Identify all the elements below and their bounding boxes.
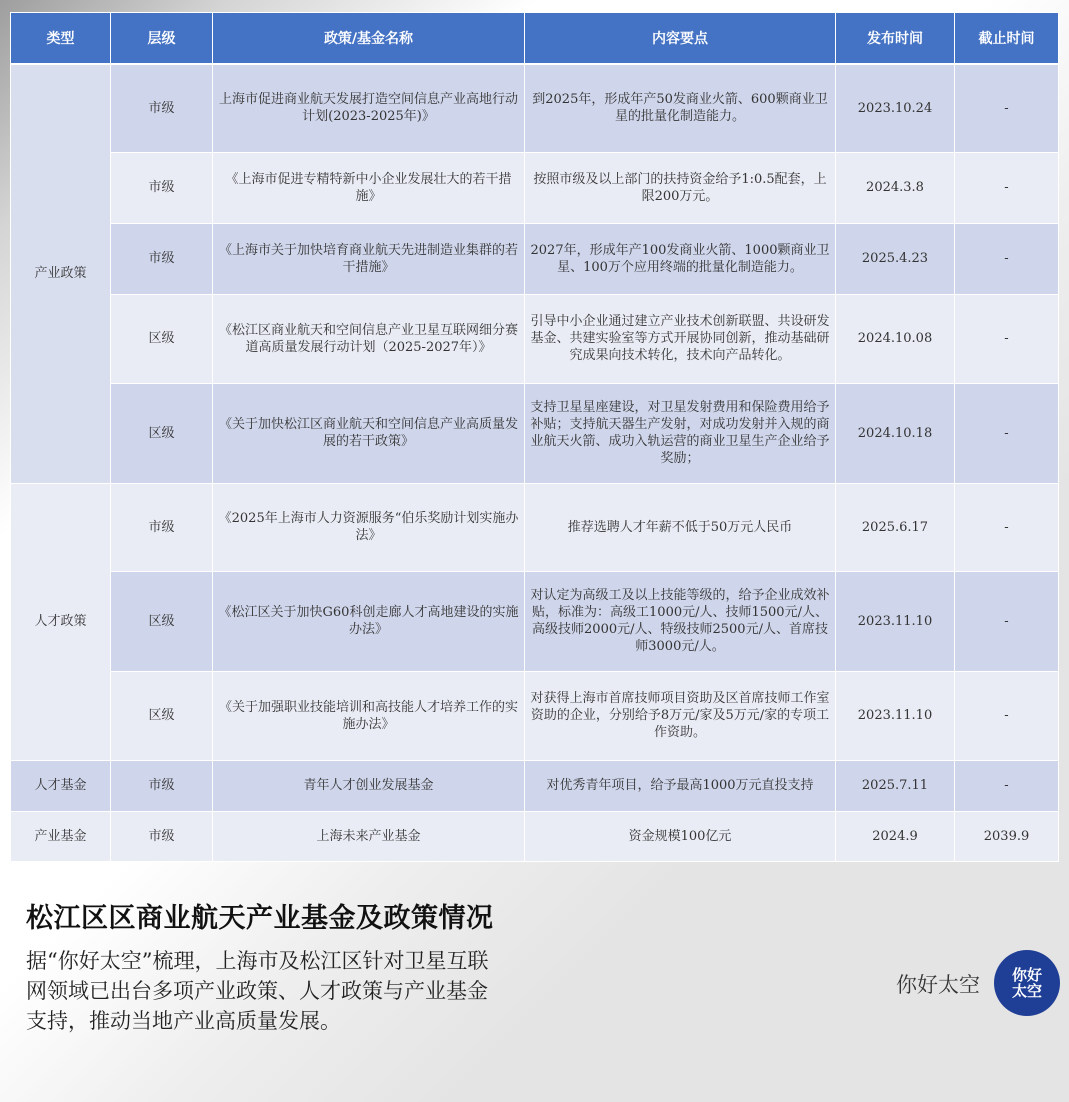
header-name: 政策/基金名称 xyxy=(213,13,525,65)
content-cell: 资金规模100亿元 xyxy=(525,811,836,861)
published-cell: 2024.9 xyxy=(836,811,955,861)
header-deadline: 截止时间 xyxy=(955,13,1059,65)
header-level: 层级 xyxy=(111,13,213,65)
level-cell: 市级 xyxy=(111,811,213,861)
caption-title: 松江区区商业航天产业基金及政策情况 xyxy=(26,903,494,934)
content-cell: 2027年，形成年产100发商业火箭、1000颗商业卫星、100万个应用终端的批量化制造能力。 xyxy=(525,223,836,294)
type-cell: 人才基金 xyxy=(11,760,111,811)
published-cell: 2023.11.10 xyxy=(836,671,955,760)
brand-name: 你好太空 xyxy=(896,973,980,997)
content-cell: 对优秀青年项目，给予最高1000万元直投支持 xyxy=(525,760,836,811)
name-cell: 《关于加快松江区商业航天和空间信息产业高质量发展的若干政策》 xyxy=(213,383,525,483)
brand-logo-icon xyxy=(994,950,1060,1016)
content-cell: 引导中小企业通过建立产业技术创新联盟、共设研发基金、共建实验室等方式开展协同创新，推动基础研究成果向技术转化，技术向产品转化。 xyxy=(525,294,836,383)
published-cell: 2023.10.24 xyxy=(836,64,955,152)
level-cell: 市级 xyxy=(111,760,213,811)
table-row xyxy=(11,571,1059,671)
deadline-cell: - xyxy=(955,294,1059,383)
policy-table-container xyxy=(10,12,1058,862)
name-cell: 上海市促进商业航天发展打造空间信息产业高地行动计划(2023-2025年)》 xyxy=(213,64,525,152)
name-cell: 《上海市促进专精特新中小企业发展壮大的若干措施》 xyxy=(213,152,525,223)
deadline-cell: - xyxy=(955,483,1059,571)
deadline-cell: 2039.9 xyxy=(955,811,1059,861)
type-cell: 人才政策 xyxy=(11,483,111,760)
table-row xyxy=(11,294,1059,383)
published-cell: 2024.10.08 xyxy=(836,294,955,383)
content-cell: 推荐选聘人才年薪不低于50万元人民币 xyxy=(525,483,836,571)
deadline-cell: - xyxy=(955,571,1059,671)
content-cell: 到2025年，形成年产50发商业火箭、600颗商业卫星的批量化制造能力。 xyxy=(525,64,836,152)
level-cell: 市级 xyxy=(111,223,213,294)
level-cell: 市级 xyxy=(111,64,213,152)
header-published: 发布时间 xyxy=(836,13,955,65)
name-cell: 《2025年上海市人力资源服务“伯乐奖励计划实施办法》 xyxy=(213,483,525,571)
type-cell: 产业基金 xyxy=(11,811,111,861)
published-cell: 2025.4.23 xyxy=(836,223,955,294)
content-cell: 对认定为高级工及以上技能等级的，给予企业成效补贴，标准为：高级工1000元/人、技师1500元/人、高级技师2000元/人、特级技师2500元/人、首席技师3000元/人。 xyxy=(525,571,836,671)
level-cell: 区级 xyxy=(111,571,213,671)
published-cell: 2025.6.17 xyxy=(836,483,955,571)
published-cell: 2025.7.11 xyxy=(836,760,955,811)
name-cell: 《松江区关于加快G60科创走廊人才高地建设的实施办法》 xyxy=(213,571,525,671)
deadline-cell: - xyxy=(955,671,1059,760)
content-cell: 按照市级及以上部门的扶持资金给予1:0.5配套，上限200万元。 xyxy=(525,152,836,223)
published-cell: 2023.11.10 xyxy=(836,571,955,671)
level-cell: 区级 xyxy=(111,671,213,760)
name-cell: 上海未来产业基金 xyxy=(213,811,525,861)
content-cell: 支持卫星星座建设，对卫星发射费用和保险费用给予补贴；支持航天器生产发射，对成功发射并入规的商业航天火箭、成功入轨运营的商业卫星生产企业给予奖励； xyxy=(525,383,836,483)
table-row xyxy=(11,483,1059,571)
name-cell: 《松江区商业航天和空间信息产业卫星互联网细分赛道高质量发展行动计划（2025-2027年）》 xyxy=(213,294,525,383)
deadline-cell: - xyxy=(955,223,1059,294)
table-row xyxy=(11,760,1059,811)
table-row xyxy=(11,152,1059,223)
deadline-cell: - xyxy=(955,152,1059,223)
table-row xyxy=(11,671,1059,760)
content-cell: 对获得上海市首席技师项目资助及区首席技师工作室资助的企业，分别给予8万元/家及5万元/家的专项工作资助。 xyxy=(525,671,836,760)
caption-description: 据“你好太空”梳理，上海市及松江区针对卫星互联网领域已出台多项产业政策、人才政策与产业基金支持，推动当地产业高质量发展。 xyxy=(26,949,489,1033)
deadline-cell: - xyxy=(955,383,1059,483)
level-cell: 区级 xyxy=(111,383,213,483)
table-row xyxy=(11,223,1059,294)
name-cell: 《上海市关于加快培育商业航天先进制造业集群的若干措施》 xyxy=(213,223,525,294)
level-cell: 市级 xyxy=(111,152,213,223)
table-row xyxy=(11,383,1059,483)
type-cell: 产业政策 xyxy=(11,64,111,483)
table-header-row xyxy=(11,13,1059,65)
header-type: 类型 xyxy=(11,13,111,65)
published-cell: 2024.3.8 xyxy=(836,152,955,223)
header-content: 内容要点 xyxy=(525,13,836,65)
table-row xyxy=(11,64,1059,152)
deadline-cell: - xyxy=(955,64,1059,152)
table-row xyxy=(11,811,1059,861)
name-cell: 青年人才创业发展基金 xyxy=(213,760,525,811)
policy-table xyxy=(10,12,1059,862)
published-cell: 2024.10.18 xyxy=(836,383,955,483)
deadline-cell: - xyxy=(955,760,1059,811)
name-cell: 《关于加强职业技能培训和高技能人才培养工作的实施办法》 xyxy=(213,671,525,760)
level-cell: 市级 xyxy=(111,483,213,571)
level-cell: 区级 xyxy=(111,294,213,383)
brand-logo-text: 你好太空 xyxy=(1011,966,1042,1000)
